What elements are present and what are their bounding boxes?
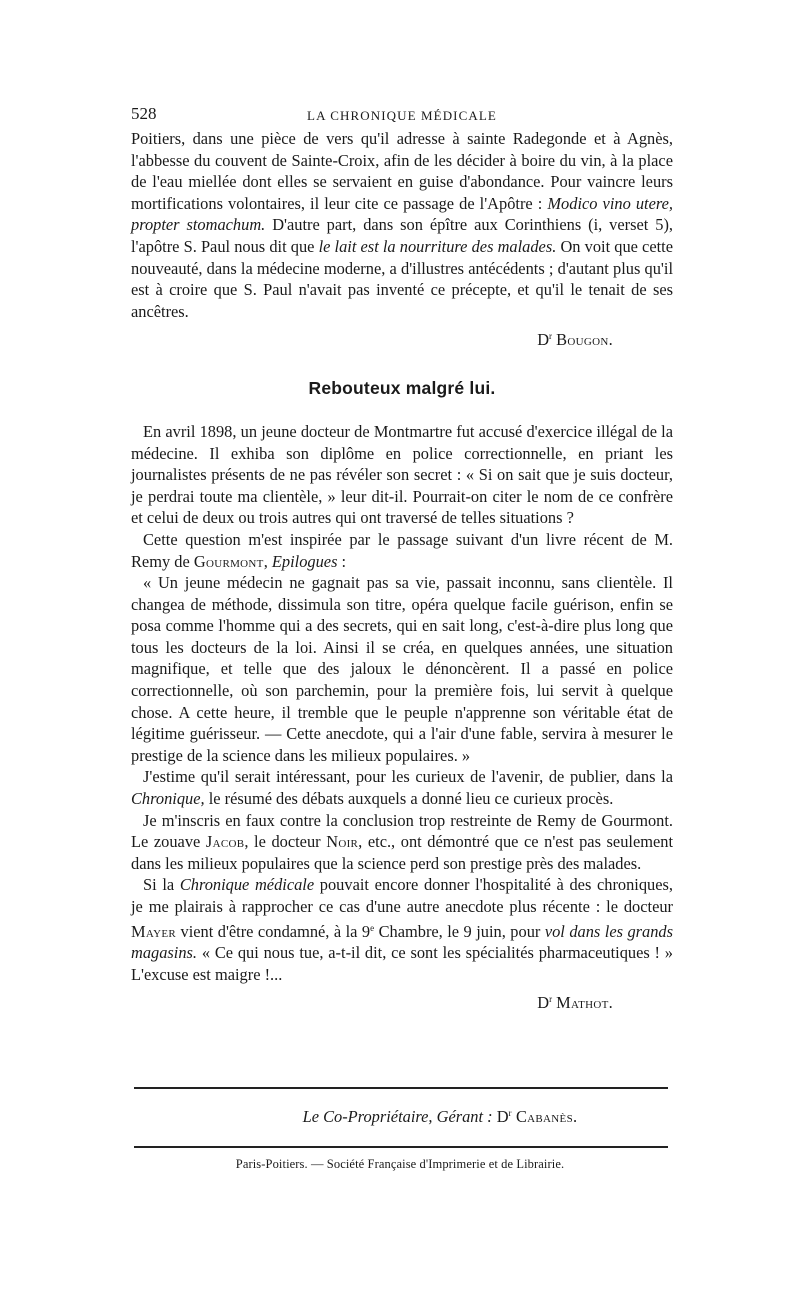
p2-book-title: Epilogues — [271, 551, 338, 571]
p6-mayer: Mayer — [131, 921, 177, 941]
p6-chronique: Chronique médicale — [179, 875, 315, 895]
p2-author: Gourmont — [193, 551, 264, 571]
sig-prefix: D — [537, 330, 550, 350]
article-paragraph-2 — [131, 529, 673, 572]
p6-text-3: vient d'être condamné, à la 9 — [176, 921, 371, 941]
gerant-label: Le Co-Propriétaire, Gérant : — [302, 1107, 493, 1126]
page-number: 528 — [131, 104, 157, 123]
divider-rule-bottom — [134, 1146, 668, 1148]
gerant-name: Cabanès. — [511, 1107, 578, 1126]
signature-mathot — [131, 989, 613, 1014]
article-paragraph-1: En avril 1898, un jeune docteur de Montmartre fut accusé d'exercice illégal de la médecine. Il exhiba son diplôme en police correctionnelle, en priant les journalistes présents de ne pas révéler son secret : « Si on sait que je suis docteur, je perdrai toute ma clientèle, » leur dit-il. Pourrait-on citer le nom de ce confrère et celui de deux ou trois autres qui ont traversé de telles situations ? — [131, 421, 673, 528]
p5-text-2: , le docteur — [244, 832, 327, 852]
intro-text-1: Poitiers, dans une pièce de vers qu'il adresse à sainte Radegonde et à Agnès, l'abbesse du couvent de Sainte-Croix, afin de les décider à boire du vin, à la place de l'eau miellée dont elles se servaient en guise d'abondance. Pour vaincre leurs mortifications volontaires, il leur cite ce passage de l'Apôtre : — [131, 129, 673, 213]
article-heading: Rebouteux malgré lui. — [308, 377, 496, 398]
intro-quote-paul: le lait est la nourriture des malades. — [318, 236, 557, 256]
intro-text-2: D'autre part, dans son épître aux Corinthiens (i, verset 5), l'apôtre S. Paul nous dit que — [131, 215, 673, 256]
sig-name: Mathot. — [556, 993, 613, 1013]
p6-text-4: Chambre, le 9 juin, pour — [374, 921, 545, 941]
printer-imprint: Paris-Poitiers. — Société Française d'Imprimerie et de Librairie. — [235, 1157, 565, 1171]
signature-bougon — [131, 326, 613, 351]
p6-text-1: Si la — [143, 875, 180, 895]
gerant-prefix: D — [492, 1107, 509, 1126]
article-quote-paragraph: « Un jeune médecin ne gagnait pas sa vie, passait inconnu, sans clientèle. Il changea de méthode, dissimula son titre, opéra quelque facile guérison, enfin se posa comme l'homme qui a des secrets, qui en sait long, c'est-à-dire plus long que tous les docteurs de la loi. Ainsi il se créa, en quelques années, une situation magnifique, et telle que des jaloux le dénoncèrent. Il a passé en police correctionnelle, où son parchemin, pour la première fois, lui servit à quelque chose. A cette heure, il tremble que le peuple n'apprenne son véritable état de légitime guérisseur. — Cette anecdote, qui a l'air d'une fable, servira à mesurer le prestige de la science dans les milieux populaires. » — [131, 573, 673, 765]
gerant-sup: r — [508, 1108, 512, 1118]
intro-quote-latin: Modico vino utere, propter stomachum. — [131, 193, 674, 235]
running-title: LA CHRONIQUE MÉDICALE — [307, 108, 497, 123]
p4-chronique: Chronique, — [131, 789, 205, 809]
gerant-line — [0, 1107, 800, 1127]
sig-sup: r — [549, 331, 553, 342]
p5-text-3: , etc., ont démontré que ce n'est pas seulement dans les milieux populaires que la science perd son prestige près des malades. — [131, 832, 673, 873]
p6-text-5: « Ce qui nous tue, a-t-il dit, ce sont les spécialités pharmaceutiques ! » L'excuse est maigre !... — [131, 943, 673, 984]
article-paragraph-6 — [131, 874, 673, 985]
article-paragraph-4 — [131, 766, 673, 809]
page-body — [131, 100, 673, 1014]
intro-text-3: On voit que cette nouveauté, dans la médecine moderne, a d'illustres antécédents ; d'autant plus qu'il est à croire que S. Paul n'avait pas inventé ce précepte, et qu'il le tenait de ses ancêtres. — [131, 236, 673, 321]
intro-paragraph — [131, 128, 673, 322]
p5-noir: Noir — [326, 832, 359, 852]
sig-prefix: D — [537, 993, 550, 1013]
sig-sup: r — [549, 994, 553, 1005]
p2-comma: , — [263, 551, 272, 571]
p5-text-1: Je m'inscris en faux contre la conclusion trop restreinte de Remy de Gourmont. Le zouave — [131, 810, 673, 852]
sig-name: Bougon. — [556, 330, 613, 350]
p6-italic: vol dans les grands magasins. — [131, 921, 673, 963]
p4-text-2: le résumé des débats auxquels a donné lieu ce curieux procès. — [204, 789, 614, 809]
p4-text-1: J'estime qu'il serait intéressant, pour les curieux de l'avenir, de publier, dans la — [143, 767, 673, 787]
p5-jacob: Jacob — [205, 832, 245, 852]
divider-rule-top — [134, 1087, 668, 1089]
p6-sup: e — [370, 922, 375, 933]
running-header — [131, 100, 673, 128]
p6-text-2: pouvait encore donner l'hospitalité à des chroniques, je me plairais à rapprocher ce cas d'une autre anecdote plus récente : le docteur — [131, 875, 673, 916]
p2-colon: : — [337, 551, 347, 571]
article-paragraph-5 — [131, 810, 673, 875]
p2-text: Cette question m'est inspirée par le passage suivant d'un livre récent de M. Remy de — [131, 529, 673, 571]
